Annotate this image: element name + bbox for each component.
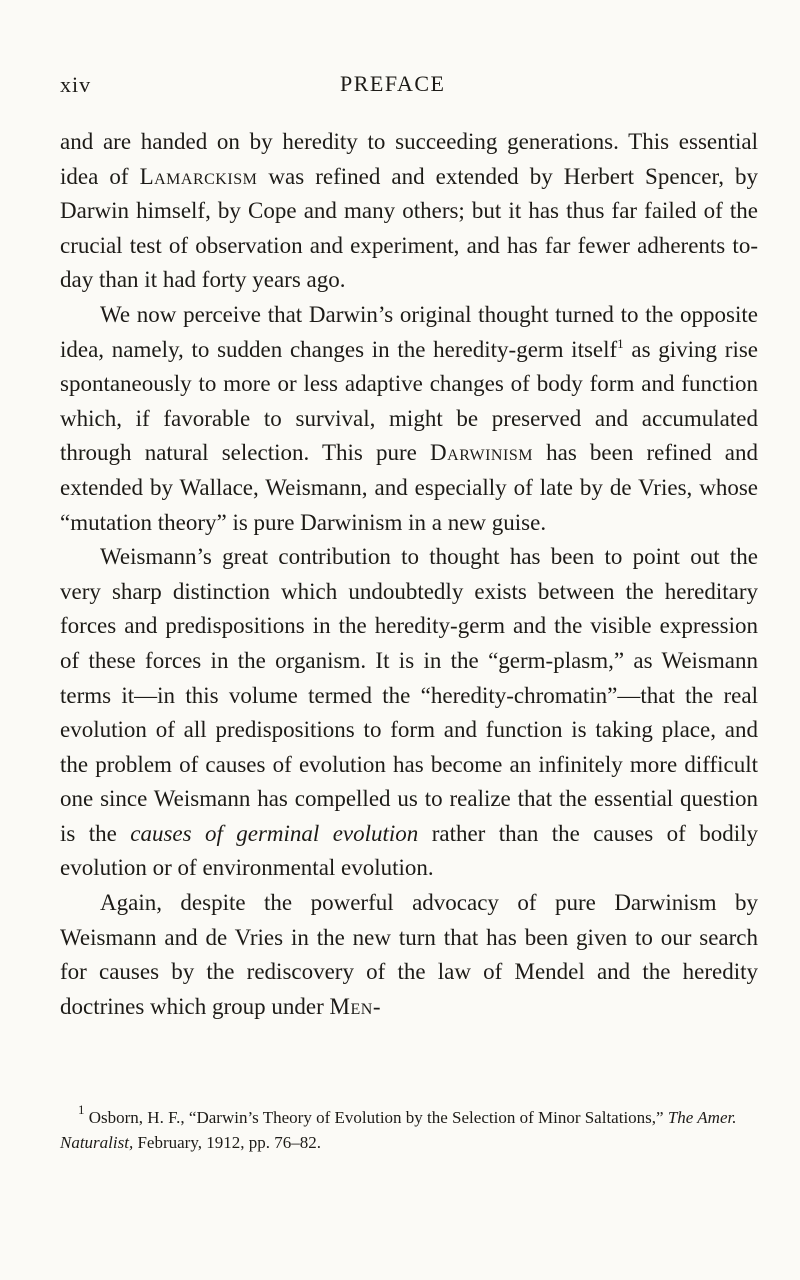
term-lamarckism: Lamarckism xyxy=(139,163,258,189)
paragraph-4 xyxy=(60,886,758,1024)
page-number: xiv xyxy=(60,72,92,97)
paragraph-2-text-c: has been refined and extended by Wallace, Weismann, and especially of late by de Vries, whose “mutation theory” is pure Darwinism in a new guise. xyxy=(60,440,758,535)
footnote-1 xyxy=(60,1102,758,1155)
book-page xyxy=(60,0,760,1280)
footnote-journal: The Amer. Naturalist, xyxy=(60,1108,737,1152)
term-darwinism: Darwinism xyxy=(430,440,533,466)
paragraph-2-text-a: We now perceive that Darwin’s original thought turned to the opposite idea, namely, to sudden changes in the heredity-germ itself xyxy=(60,301,758,362)
body-text xyxy=(60,125,758,1024)
paragraph-1-text-a: and are handed on by heredity to succeeding generations. This essential idea of xyxy=(60,129,758,189)
paragraph-3 xyxy=(60,540,758,886)
paragraph-2 xyxy=(60,298,758,540)
footnotes xyxy=(60,1102,758,1155)
paragraph-1 xyxy=(60,125,758,298)
footnote-text-a: Osborn, H. F., “Darwin’s Theory of Evolution by the Selection of Minor Saltations,” xyxy=(84,1108,668,1127)
paragraph-3-text-a: Weismann’s great contribution to thought has been to point out the very sharp distinction which undoubtedly exists between the hereditary forces and predispositions in the heredity-germ and the visible expression of these forces in the organism. It is in the “germ-plasm,” as Weismann terms it—in this volume termed the “heredity-chromatin”—that the real evolution of all predispositions to form and function is taking place, and the problem of causes of evolution has become an infinitely more difficult one since Weismann has compelled us to realize that the essential question is the xyxy=(60,544,758,846)
footnote-reference[interactable]: 1 xyxy=(617,335,624,351)
paragraph-3-text-b: rather than the causes of bodily evolution or of environmental evolution. xyxy=(60,820,758,881)
footnote-marker: 1 xyxy=(78,1102,85,1117)
running-head: PREFACE xyxy=(340,71,446,96)
emphasis-germinal-evolution: causes of germinal evolution xyxy=(130,820,419,846)
paragraph-1-text-b: was refined and extended by Herbert Spencer, by Darwin himself, by Cope and many others; but it has thus far failed of the crucial test of observation and experiment, and has far fewer adherents to-day than it had forty years ago. xyxy=(60,163,758,293)
paragraph-2-text-b: as giving rise spontaneously to more or less adaptive changes of body form and function which, if favorable to survival, might be preserved and accumulated through natural selection. This pure xyxy=(60,336,758,466)
paragraph-4-text-a: Again, despite the powerful advocacy of pure Darwinism by Weismann and de Vries in the new turn that has been given to our search for causes by the rediscovery of the law of Mendel and the heredity doctrines which group under xyxy=(60,890,758,1019)
term-mendelism-hyphenated: Men- xyxy=(329,993,381,1019)
page-header xyxy=(60,72,760,104)
footnote-text-b: February, 1912, pp. 76–82. xyxy=(133,1133,321,1152)
